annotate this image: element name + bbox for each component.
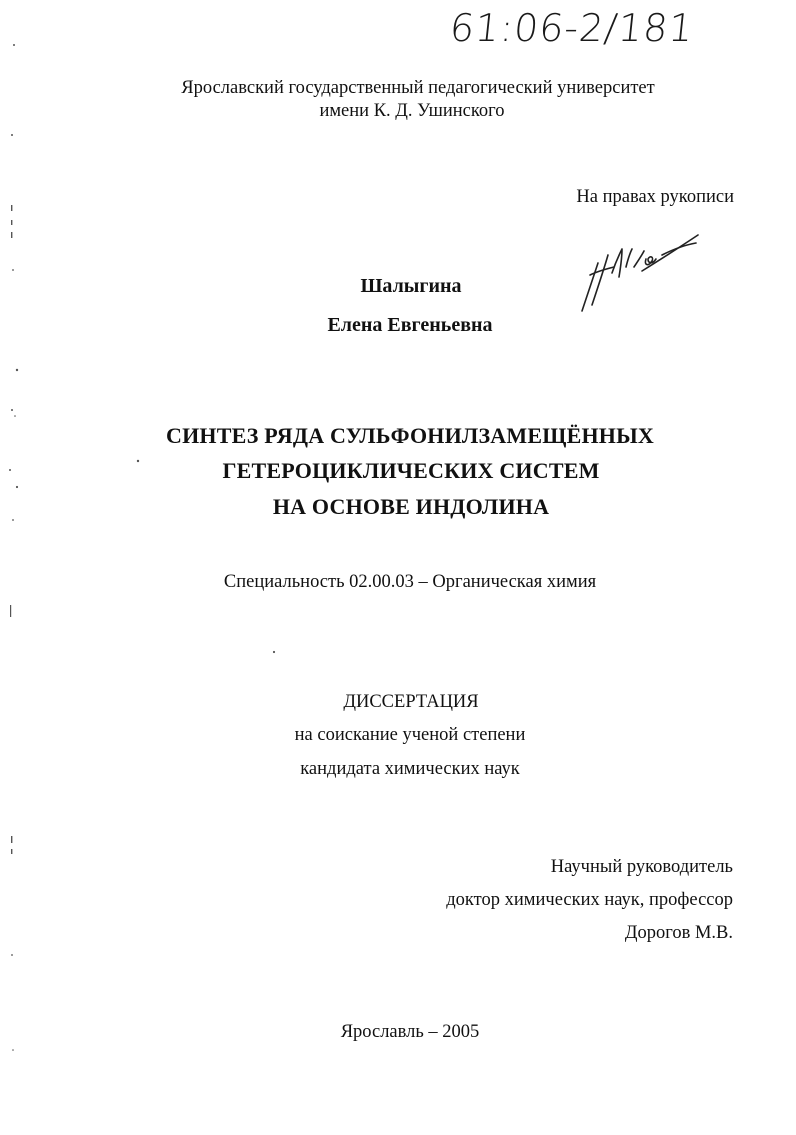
author-given-names: Елена Евгеньевна [327,314,493,336]
thesis-title-line-2: ГЕТЕРОЦИКЛИЧЕСКИХ СИСТЕМ [222,458,600,483]
thesis-title-line-1: СИНТЕЗ РЯДА СУЛЬФОНИЛЗАМЕЩЁННЫХ [166,423,654,448]
supervisor-name: Дорогов М.В. [624,923,733,943]
place-and-year: Ярославль – 2005 [340,1022,480,1042]
handwritten-signature [572,215,702,320]
supervisor-label: Научный руководитель [550,857,733,877]
thesis-title-line-3: НА ОСНОВЕ ИНДОЛИНА [272,494,550,519]
archive-code: 61:06-2/181 [447,6,697,50]
university-named-after: имени К. Д. Ушинского [319,101,505,121]
author-surname: Шалыгина [360,275,462,297]
degree-purpose: на соискание ученой степени [294,725,526,745]
university-name: Ярославский государственный педагогический университет [181,78,655,98]
degree-name: кандидата химических наук [300,759,520,779]
rights-note: На правах рукописи [576,187,734,207]
supervisor-title: доктор химических наук, профессор [446,890,733,910]
specialty: Специальность 02.00.03 – Органическая химия [223,572,597,592]
document-type: ДИССЕРТАЦИЯ [343,692,479,712]
